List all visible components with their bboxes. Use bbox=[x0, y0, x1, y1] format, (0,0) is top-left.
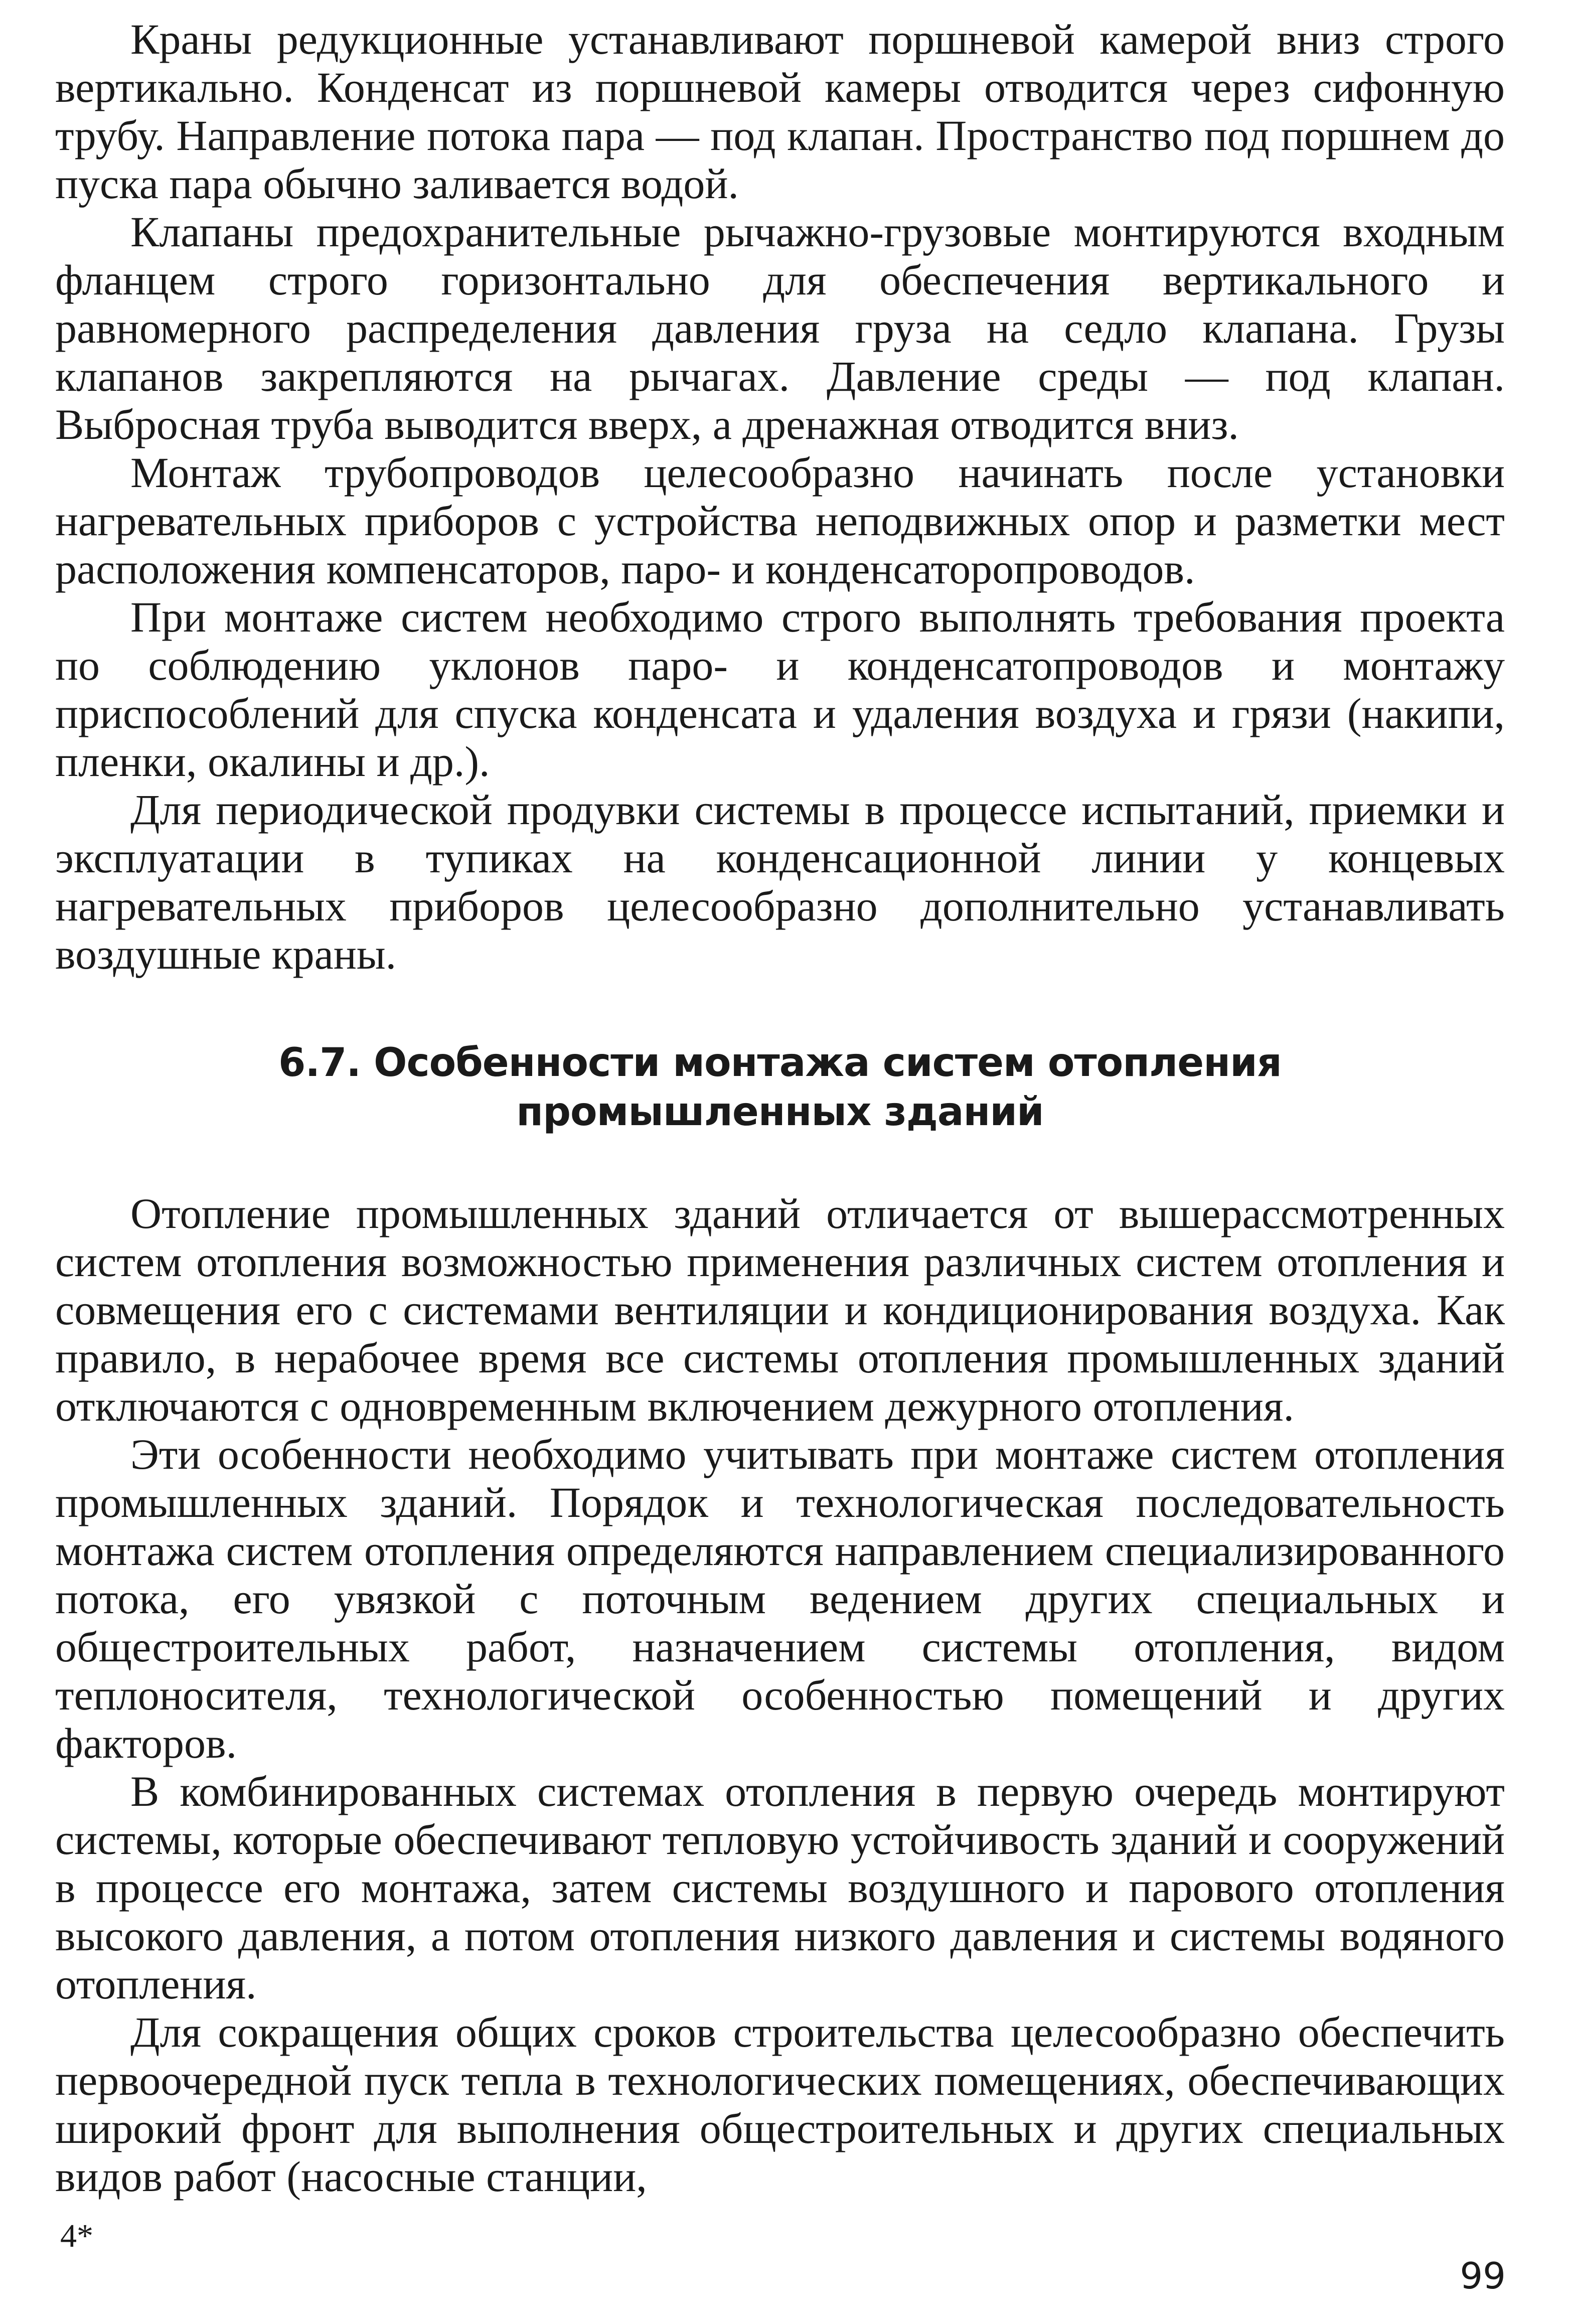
paragraph-safety-valves: Клапаны предохранительные рычажно-грузовые монтируются входным фланцем строго горизонтально для обеспечения вертикального и равномерного распределения давления груза на седло клапана. Грузы клапанов закрепляются на рычагах. Давление среды — под клапан. Выбросная труба выводится вверх, а дренажная отводится вниз. bbox=[55, 208, 1505, 448]
section-heading-line-1: 6.7. Особенности монтажа систем отопления bbox=[278, 1040, 1282, 1086]
paragraph-air-valves: Для периодической продувки системы в процессе испытаний, приемки и эксплуатации в тупиках на конденсационной линии у концевых нагревательных приборов целесообразно дополнительно устанавливать воздушные краны. bbox=[55, 786, 1505, 978]
paragraph-industrial-heating: Отопление промышленных зданий отличается от вышерассмотренных систем отопления возможностью применения различных систем отопления и совмещения его с системами вентиляции и кондиционирования воздуха. Как правило, в нерабочее время все системы отопления промышленных зданий отключаются с одновременным включением дежурного отопления. bbox=[55, 1189, 1505, 1430]
text-block-before-heading bbox=[55, 15, 1505, 978]
document-page bbox=[55, 15, 1505, 2201]
paragraph-construction-timing: Для сокращения общих сроков строительства целесообразно обеспечить первоочередной пуск тепла в технологических помещениях, обеспечивающих широкий фронт для выполнения общестроительных и других специальных видов работ (насосные станции, bbox=[55, 2008, 1505, 2201]
paragraph-combined-systems: В комбинированных системах отопления в первую очередь монтируют системы, которые обеспечивают тепловую устойчивость зданий и сооружений в процессе его монтажа, затем системы воздушного и парового отопления высокого давления, а потом отопления низкого давления и системы водяного отопления. bbox=[55, 1767, 1505, 2008]
paragraph-project-requirements: При монтаже систем необходимо строго выполнять требования проекта по соблюдению уклонов паро- и конденсатопроводов и монтажу приспособлений для спуска конденсата и удаления воздуха и грязи (накипи, пленки, окалины и др.). bbox=[55, 593, 1505, 786]
signature-mark: 4* bbox=[60, 2218, 93, 2254]
page-number: 99 bbox=[1460, 2255, 1506, 2297]
paragraph-reducing-valves: Краны редукционные устанавливают поршневой камерой вниз строго вертикально. Конденсат из поршневой камеры отводится через сифонную трубу. Направление потока пара — под клапан. Пространство под поршнем до пуска пара обычно заливается водой. bbox=[55, 15, 1505, 208]
section-heading-line-2: промышленных зданий bbox=[516, 1090, 1044, 1135]
text-block-after-heading bbox=[55, 1189, 1505, 2201]
section-heading bbox=[55, 1038, 1505, 1137]
paragraph-installation-features: Эти особенности необходимо учитывать при монтаже систем отопления промышленных зданий. Порядок и технологическая последовательность монтажа систем отопления определяются направлением специализированного потока, его увязкой с поточным ведением других специальных и общестроительных работ, назначением системы отопления, видом теплоносителя, технологической особенностью помещений и других факторов. bbox=[55, 1430, 1505, 1767]
paragraph-pipeline-installation: Монтаж трубопроводов целесообразно начинать после установки нагревательных приборов с устройства неподвижных опор и разметки мест расположения компенсаторов, паро- и конденсаторопроводов. bbox=[55, 448, 1505, 593]
